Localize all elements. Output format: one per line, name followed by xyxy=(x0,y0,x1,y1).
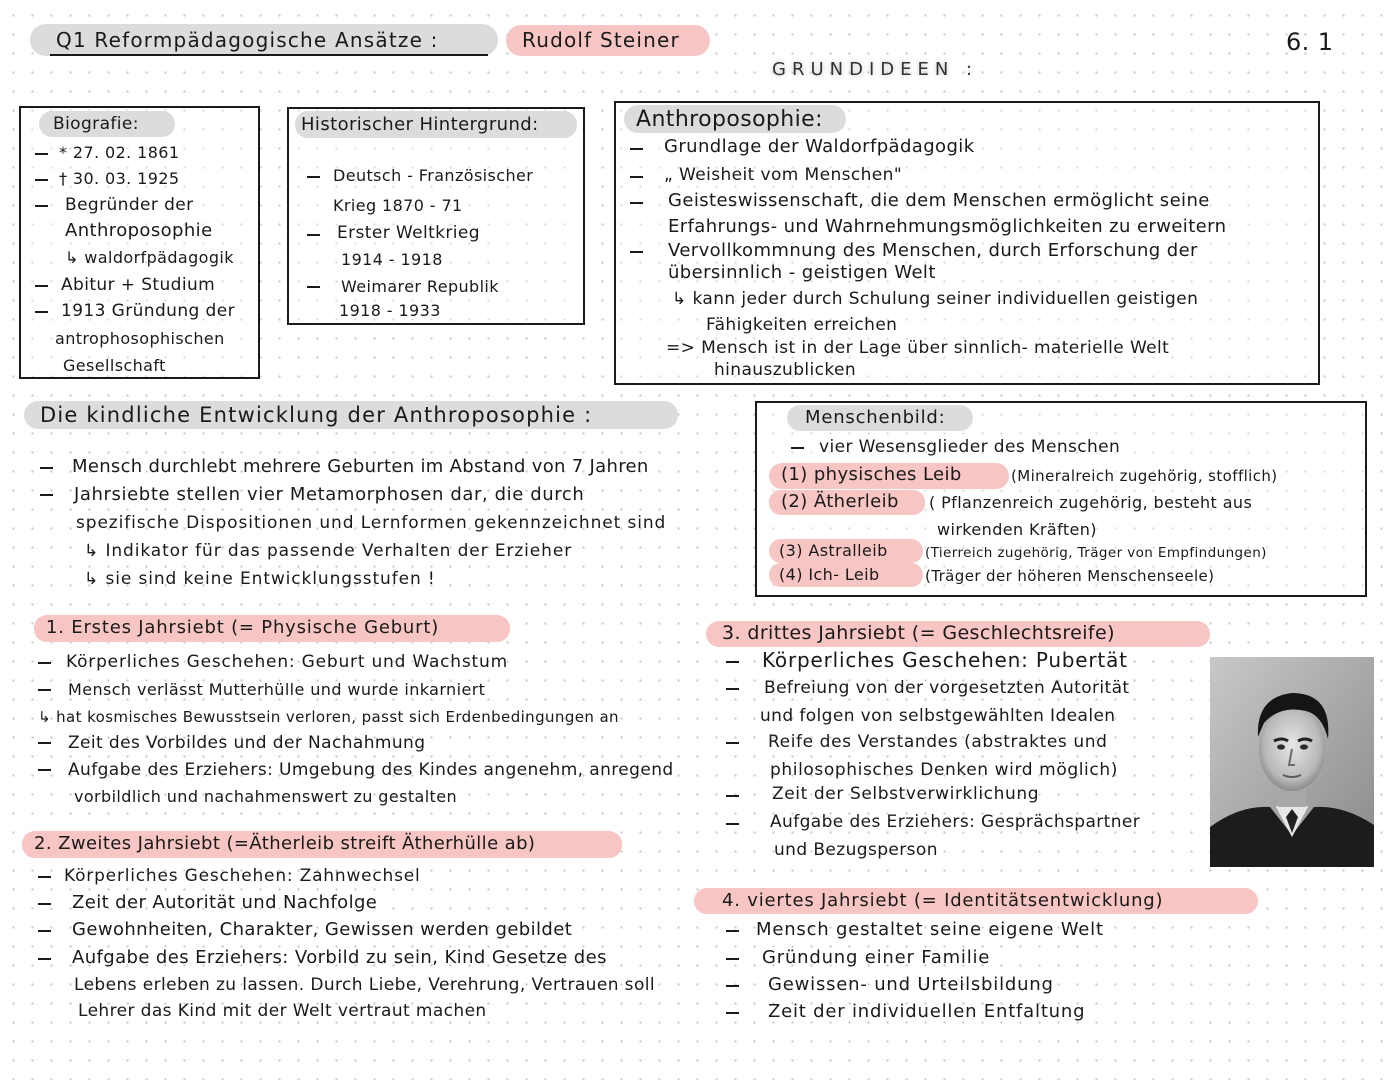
anthro-line: Fähigkeiten erreichen xyxy=(706,315,898,335)
anthro-title: Anthroposophie: xyxy=(636,107,823,132)
wesensglied-3-label: (3) Astralleib xyxy=(779,541,888,560)
kindlich-line: ↳ Indikator für das passende Verhalten der Erzieher xyxy=(84,541,573,561)
bullet-dash xyxy=(726,742,739,744)
anthro-line: => Mensch ist in der Lage über sinnlich- materielle Welt xyxy=(666,338,1170,358)
jahrsiebt-3-line: Körperliches Geschehen: Pubertät xyxy=(762,648,1128,672)
bullet-dash xyxy=(307,176,320,178)
birth-date: * 27. 02. 1861 xyxy=(59,143,180,162)
anthro-line: „ Weisheit vom Menschen" xyxy=(664,165,903,185)
bullet-dash xyxy=(726,958,739,960)
anthro-line: Vervollkommnung des Menschen, durch Erforschung der xyxy=(668,240,1198,261)
historisch-line: 1918 - 1933 xyxy=(339,301,441,320)
jahrsiebt-1-title: 1. Erstes Jahrsiebt (= Physische Geburt) xyxy=(46,617,440,638)
kindlich-title: Die kindliche Entwicklung der Anthroposophie : xyxy=(40,403,593,427)
biografie-line: antrophosophischen xyxy=(55,329,225,348)
biografie-line: ↳ waldorfpädagogik xyxy=(65,248,234,267)
jahrsiebt-1-line: Aufgabe des Erziehers: Umgebung des Kindes angenehm, anregend xyxy=(68,760,674,780)
bullet-dash xyxy=(630,202,643,204)
biografie-line: Gesellschaft xyxy=(63,356,166,375)
kindlich-line: Mensch durchlebt mehrere Geburten im Abstand von 7 Jahren xyxy=(72,456,649,477)
bullet-dash xyxy=(38,662,51,664)
bullet-dash xyxy=(40,494,53,496)
jahrsiebt-1-line: Mensch verlässt Mutterhülle und wurde inkarniert xyxy=(68,680,486,699)
bullet-dash xyxy=(38,958,51,960)
jahrsiebt-1-line: ↳ hat kosmisches Bewusstsein verloren, passt sich Erdenbedingungen an xyxy=(38,708,619,726)
bullet-dash xyxy=(38,876,51,878)
bullet-dash xyxy=(630,251,643,253)
jahrsiebt-3-line: und Bezugsperson xyxy=(774,840,938,860)
jahrsiebt-2-line: Lebens erleben zu lassen. Durch Liebe, Verehrung, Vertrauen soll xyxy=(74,975,655,995)
bullet-dash xyxy=(307,234,320,236)
bullet-dash xyxy=(726,688,739,690)
historisch-line: Krieg 1870 - 71 xyxy=(333,196,463,215)
title-underline xyxy=(50,54,488,56)
biografie-line: Abitur + Studium xyxy=(61,275,216,295)
jahrsiebt-4-line: Gewissen- und Urteilsbildung xyxy=(768,974,1054,995)
wesensglied-2-label: (2) Ätherleib xyxy=(781,491,899,512)
bullet-dash xyxy=(630,176,643,178)
kindlich-line: spezifische Dispositionen und Lernformen gekennzeichnet sind xyxy=(76,513,667,533)
wesensglied-4-label: (4) Ich- Leib xyxy=(779,565,880,584)
bullet-dash xyxy=(726,661,739,663)
bullet-dash xyxy=(38,930,51,932)
biografie-line: Begründer der xyxy=(65,195,194,215)
anthro-line: übersinnlich - geistigen Welt xyxy=(668,262,936,283)
anthro-line: hinauszublicken xyxy=(714,360,857,380)
menschenbild-intro: vier Wesensglieder des Menschen xyxy=(819,437,1121,457)
biografie-title: Biografie: xyxy=(53,114,139,134)
anthroposophie-box xyxy=(614,101,1320,385)
menschenbild-box xyxy=(755,401,1367,597)
jahrsiebt-3-line: Aufgabe des Erziehers: Gesprächspartner xyxy=(770,812,1141,832)
person-name: Rudolf Steiner xyxy=(522,28,680,52)
historisch-line: 1914 - 1918 xyxy=(341,250,443,269)
jahrsiebt-4-line: Zeit der individuellen Entfaltung xyxy=(768,1001,1086,1022)
bullet-dash xyxy=(35,311,48,313)
jahrsiebt-1-line: vorbildlich und nachahmenswert zu gestalten xyxy=(74,787,458,806)
anthro-line: Erfahrungs- und Wahrnehmungsmöglichkeiten zu erweitern xyxy=(668,216,1227,237)
bullet-dash xyxy=(35,179,48,181)
bullet-dash xyxy=(726,985,739,987)
bullet-dash xyxy=(307,286,320,288)
jahrsiebt-3-line: Reife des Verstandes (abstraktes und xyxy=(768,732,1108,752)
wesensglied-1-desc: (Mineralreich zugehörig, stofflich) xyxy=(1011,467,1278,485)
jahrsiebt-2-line: Zeit der Autorität und Nachfolge xyxy=(72,892,378,913)
bullet-dash xyxy=(726,1012,739,1014)
death-date: † 30. 03. 1925 xyxy=(59,169,180,188)
jahrsiebt-2-line: Gewohnheiten, Charakter, Gewissen werden gebildet xyxy=(72,919,573,940)
jahrsiebt-2-line: Körperliches Geschehen: Zahnwechsel xyxy=(64,866,421,886)
anthro-line: ↳ kann jeder durch Schulung seiner individuellen geistigen xyxy=(672,289,1199,309)
jahrsiebt-3-line: und folgen von selbstgewählten Idealen xyxy=(760,706,1116,726)
page-number: 6. 1 xyxy=(1286,28,1334,56)
bullet-dash xyxy=(38,903,51,905)
jahrsiebt-2-line: Aufgabe des Erziehers: Vorbild zu sein, Kind Gesetze des xyxy=(72,947,607,968)
biografie-line: Anthroposophie xyxy=(65,220,213,241)
jahrsiebt-3-title: 3. drittes Jahrsiebt (= Geschlechtsreife) xyxy=(722,622,1115,644)
bullet-dash xyxy=(40,467,53,469)
jahrsiebt-2-title: 2. Zweites Jahrsiebt (=Ätherleib streift Ätherhülle ab) xyxy=(34,833,536,854)
historisch-box xyxy=(287,107,585,325)
biografie-box xyxy=(19,106,260,379)
wesensglied-4-desc: (Träger der höheren Menschenseele) xyxy=(925,567,1215,585)
bullet-dash xyxy=(35,285,48,287)
wesensglied-3-desc: (Tierreich zugehörig, Träger von Empfindungen) xyxy=(925,545,1267,561)
bullet-dash xyxy=(35,153,48,155)
portrait-photo xyxy=(1210,657,1374,867)
jahrsiebt-3-line: philosophisches Denken wird möglich) xyxy=(770,760,1118,780)
jahrsiebt-2-line: Lehrer das Kind mit der Welt vertraut machen xyxy=(78,1001,487,1021)
jahrsiebt-3-line: Zeit der Selbstverwirklichung xyxy=(772,784,1040,804)
anthro-line: Geisteswissenschaft, die dem Menschen ermöglicht seine xyxy=(668,190,1210,211)
jahrsiebt-4-title: 4. viertes Jahrsiebt (= Identitätsentwicklung) xyxy=(722,890,1164,911)
biografie-line: 1913 Gründung der xyxy=(61,301,235,321)
bullet-dash xyxy=(35,205,48,207)
wesensglied-1-label: (1) physisches Leib xyxy=(781,464,962,485)
historisch-title: Historischer Hintergrund: xyxy=(301,114,539,135)
anthro-line: Grundlage der Waldorfpädagogik xyxy=(664,136,975,157)
bullet-dash xyxy=(630,148,643,150)
kindlich-line: ↳ sie sind keine Entwicklungsstufen ! xyxy=(84,569,436,589)
jahrsiebt-1-line: Körperliches Geschehen: Geburt und Wachstum xyxy=(66,652,508,672)
menschenbild-title: Menschenbild: xyxy=(805,407,946,428)
bullet-dash xyxy=(38,689,51,691)
grundideen-heading: GRUNDIDEEN : xyxy=(772,59,979,80)
wesensglied-2-desc: ( Pflanzenreich zugehörig, besteht aus xyxy=(929,493,1253,512)
jahrsiebt-1-line: Zeit des Vorbildes und der Nachahmung xyxy=(68,733,426,753)
bullet-dash xyxy=(791,447,804,449)
bullet-dash xyxy=(726,823,739,825)
historisch-line: Erster Weltkrieg xyxy=(337,223,480,243)
bullet-dash xyxy=(38,742,51,744)
jahrsiebt-3-line: Befreiung von der vorgesetzten Autorität xyxy=(764,678,1130,698)
page-title: Q1 Reformpädagogische Ansätze : xyxy=(56,28,439,52)
bullet-dash xyxy=(38,769,51,771)
wesensglied-2-desc-cont: wirkenden Kräften) xyxy=(937,520,1097,539)
historisch-line: Deutsch - Französischer xyxy=(333,166,534,185)
portrait-image xyxy=(1210,657,1374,867)
bullet-dash xyxy=(726,930,739,932)
jahrsiebt-4-line: Mensch gestaltet seine eigene Welt xyxy=(756,919,1104,940)
jahrsiebt-4-line: Gründung einer Familie xyxy=(762,947,991,968)
kindlich-line: Jahrsiebte stellen vier Metamorphosen dar, die durch xyxy=(74,484,585,505)
bullet-dash xyxy=(726,795,739,797)
historisch-line: Weimarer Republik xyxy=(341,277,499,296)
